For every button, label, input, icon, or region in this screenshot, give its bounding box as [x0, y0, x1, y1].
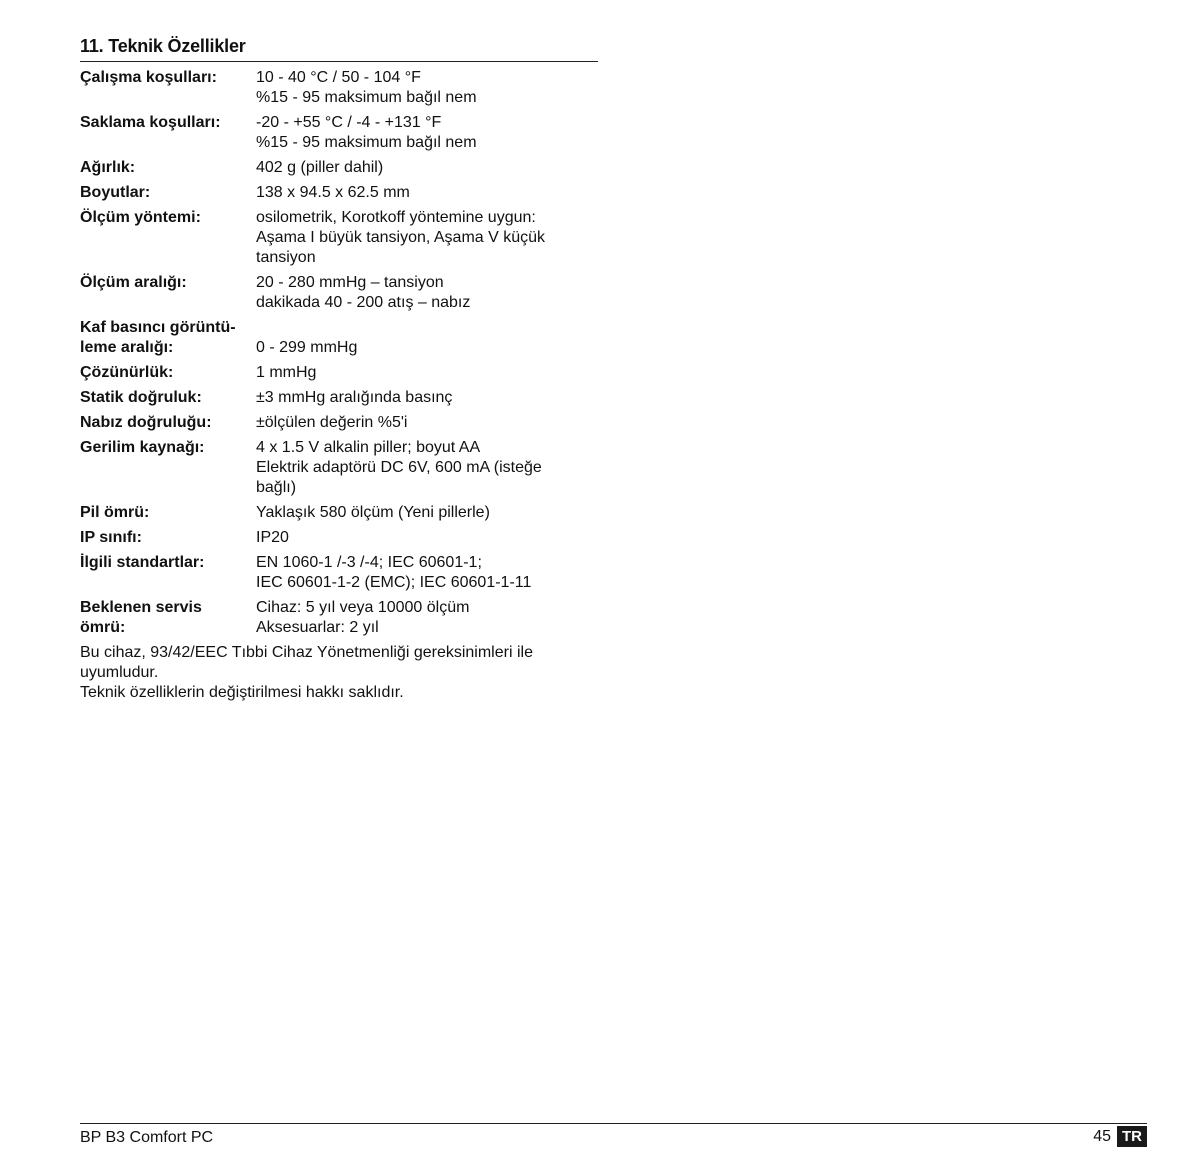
spec-row	[80, 113, 598, 153]
product-name: BP B3 Comfort PC	[80, 1129, 214, 1146]
spec-label: Nabız doğruluğu:	[80, 414, 212, 431]
spec-row	[80, 413, 598, 433]
spec-value: 20 - 280 mmHg – tansiyon dakikada 40 - 200 atış – nabız	[256, 274, 471, 311]
spec-row	[80, 388, 598, 408]
spec-row	[80, 158, 598, 178]
technical-specs-section	[80, 36, 598, 703]
spec-value: Yaklaşık 580 ölçüm (Yeni pillerle)	[256, 504, 490, 521]
spec-row	[80, 273, 598, 313]
spec-table	[80, 68, 598, 638]
spec-label: Ölçüm yöntemi:	[80, 209, 201, 226]
spec-row	[80, 318, 598, 358]
page-indicator	[1093, 1126, 1147, 1147]
spec-label: Çözünürlük:	[80, 364, 174, 381]
spec-value: EN 1060-1 /-3 /-4; IEC 60601-1; IEC 60601-1-2 (EMC); IEC 60601-1-11	[256, 554, 532, 591]
spec-row	[80, 528, 598, 548]
spec-label: Kaf basıncı görüntü- leme aralığı:	[80, 319, 236, 356]
spec-value: -20 - +55 °C / -4 - +131 °F %15 - 95 maksimum bağıl nem	[256, 114, 477, 151]
spec-label: Ölçüm aralığı:	[80, 274, 187, 291]
spec-row	[80, 208, 598, 268]
change-notice: Teknik özelliklerin değiştirilmesi hakkı saklıdır.	[80, 684, 404, 701]
section-title: 11. Teknik Özellikler	[80, 36, 598, 62]
spec-label: Ağırlık:	[80, 159, 136, 176]
spec-label: Saklama koşulları:	[80, 114, 221, 131]
spec-label: Pil ömrü:	[80, 504, 150, 521]
page-number: 45	[1093, 1127, 1111, 1145]
spec-value: 138 x 94.5 x 62.5 mm	[256, 184, 410, 201]
spec-label: Gerilim kaynağı:	[80, 439, 205, 456]
spec-value: ±3 mmHg aralığında basınç	[256, 389, 453, 406]
spec-label: Çalışma koşulları:	[80, 69, 217, 86]
notes	[80, 643, 598, 703]
spec-value: ±ölçülen değerin %5'i	[256, 414, 408, 431]
spec-row	[80, 438, 598, 498]
spec-value: osilometrik, Korotkoff yöntemine uygun: Aşama I büyük tansiyon, Aşama V küçük tansiyon	[256, 209, 546, 266]
language-badge: TR	[1117, 1126, 1147, 1147]
spec-row	[80, 363, 598, 383]
spec-label: IP sınıfı:	[80, 529, 142, 546]
spec-row	[80, 503, 598, 523]
spec-label: İlgili standartlar:	[80, 554, 205, 571]
spec-label: Boyutlar:	[80, 184, 151, 201]
spec-value: 4 x 1.5 V alkalin piller; boyut AA Elektrik adaptörü DC 6V, 600 mA (isteğe bağlı)	[256, 439, 542, 496]
compliance-note: Bu cihaz, 93/42/EEC Tıbbi Cihaz Yönetmenliği gereksinimleri ile uyumludur.	[80, 644, 533, 681]
spec-value: 0 - 299 mmHg	[256, 339, 358, 356]
spec-value: 402 g (piller dahil)	[256, 159, 384, 176]
page-footer	[80, 1123, 1147, 1146]
spec-value: Cihaz: 5 yıl veya 10000 ölçüm Aksesuarlar: 2 yıl	[256, 599, 470, 636]
spec-row	[80, 183, 598, 203]
spec-label: Beklenen servis ömrü:	[80, 599, 202, 636]
spec-row	[80, 68, 598, 108]
spec-value: 1 mmHg	[256, 364, 317, 381]
spec-row	[80, 598, 598, 638]
spec-label: Statik doğruluk:	[80, 389, 202, 406]
spec-value: IP20	[256, 529, 289, 546]
spec-row	[80, 553, 598, 593]
spec-value: 10 - 40 °C / 50 - 104 °F %15 - 95 maksimum bağıl nem	[256, 69, 477, 106]
